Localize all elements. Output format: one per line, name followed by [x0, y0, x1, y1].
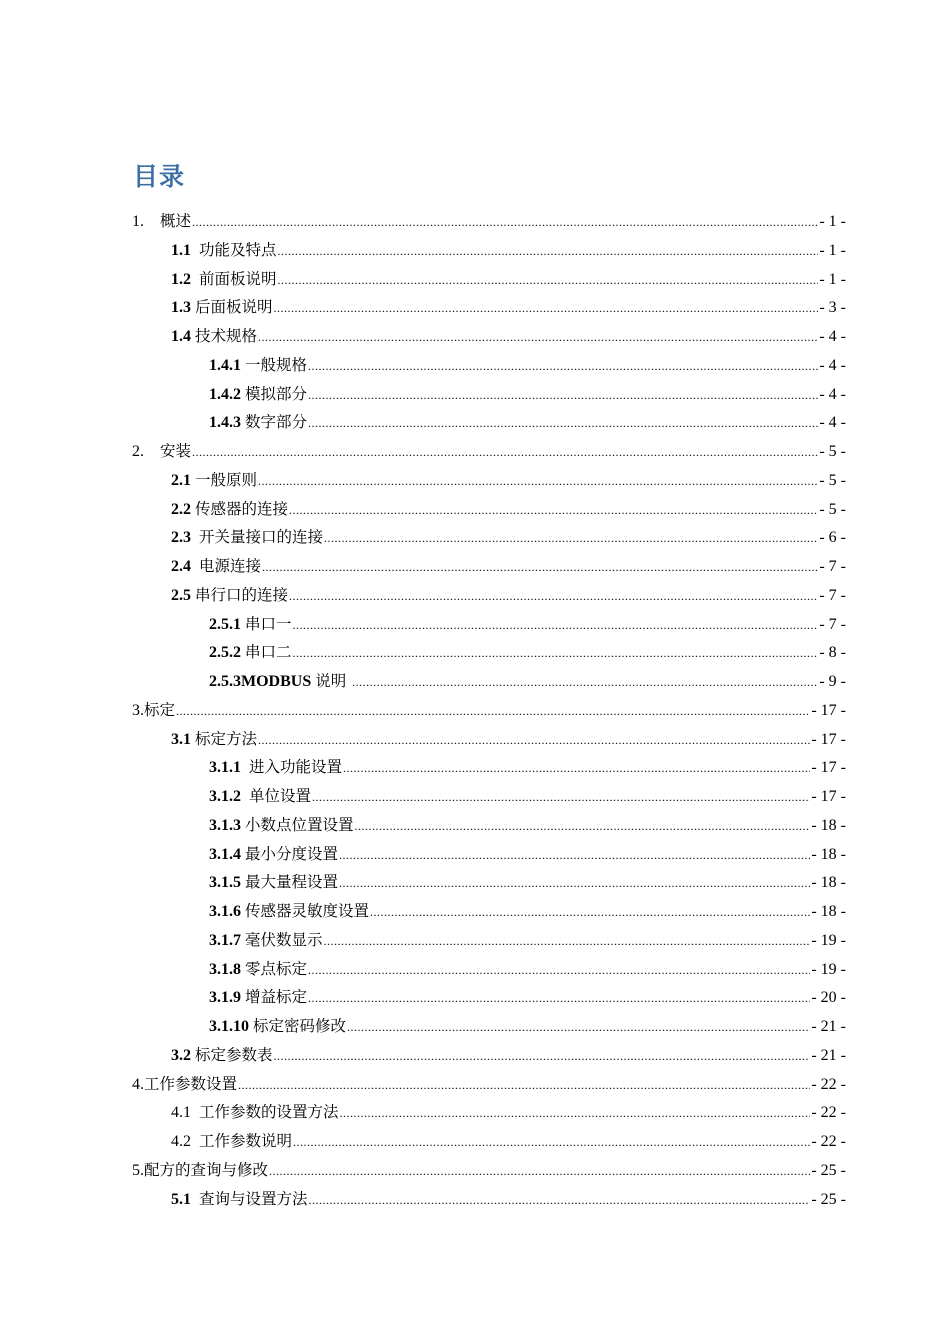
toc-entry-gap [144, 208, 160, 237]
toc-leader-dots [289, 582, 818, 611]
toc-entry[interactable] [132, 983, 846, 1012]
toc-entry-title: 后面板说明 [195, 298, 273, 317]
toc-entry[interactable] [132, 1098, 846, 1127]
toc-leader-dots [238, 1071, 810, 1100]
toc-entry-title: 查询与设置方法 [199, 1189, 308, 1208]
toc-entry-page: - 25 - [811, 1161, 846, 1179]
toc-leader-dots [176, 697, 810, 726]
toc-leader-dots [293, 611, 819, 640]
toc-entry-gap [191, 524, 199, 553]
toc-entry-page: - 5 - [819, 471, 846, 489]
toc-entry-number: 4.2 [171, 1133, 191, 1150]
toc-entry-title: 小数点位置设置 [245, 815, 354, 834]
toc-entry-title: 工作参数设置 [144, 1074, 238, 1093]
toc-entry-page: - 4 - [819, 356, 846, 374]
toc-entry-number: 3.1.1 [209, 759, 241, 777]
toc-entry-title: 标定参数表 [195, 1045, 273, 1064]
toc-entry-page: - 20 - [811, 989, 846, 1007]
toc-entry-title: 功能及特点 [199, 240, 277, 259]
toc-entry-title: 标定方法 [195, 729, 258, 748]
toc-leader-dots [343, 754, 810, 783]
toc-leader-dots [274, 1042, 811, 1071]
toc-entry-number: 3.1.4 [209, 845, 241, 863]
toc-entry-page: - 5 - [819, 443, 846, 460]
toc-entry[interactable] [132, 840, 846, 869]
toc-entry[interactable] [132, 1185, 846, 1214]
toc-entry-number: 3.2 [171, 1046, 191, 1064]
toc-entry-page: - 18 - [811, 816, 846, 834]
toc-leader-dots [192, 438, 818, 467]
toc-leader-dots [312, 783, 810, 812]
toc-entry-title: 进入功能设置 [249, 758, 343, 777]
toc-entry-page: - 1 - [819, 241, 846, 259]
toc-entry-page: - 7 - [819, 558, 846, 575]
toc-entry-number: 2.4 [171, 558, 191, 575]
toc-entry-title: 最小分度设置 [245, 844, 339, 863]
toc-entry-number: 3.1.10 [209, 1018, 249, 1035]
toc-entry-number: 3.1.6 [209, 903, 241, 920]
toc-entry-title: 一般原则 [195, 470, 258, 489]
toc-entry-number: 1.4.1 [209, 356, 241, 374]
toc-leader-dots [192, 208, 818, 237]
toc-entry-number: 2.5 [171, 586, 191, 604]
toc-leader-dots [293, 1128, 810, 1157]
toc-entry-number: 1.4.3 [209, 414, 241, 432]
toc-entry[interactable] [132, 897, 846, 926]
toc-entry-title: 数字部分 [245, 413, 308, 432]
toc-leader-dots [370, 898, 810, 927]
toc-entry-page: - 3 - [819, 299, 846, 317]
toc-entry[interactable] [132, 581, 846, 610]
toc-entry[interactable] [132, 667, 846, 696]
toc-entry-page: - 5 - [819, 500, 846, 518]
toc-entry[interactable] [132, 380, 846, 409]
toc-entry-title: 串口二 [245, 643, 292, 662]
toc-entry[interactable] [132, 1127, 846, 1156]
toc-entry-title: 标定密码修改 [253, 1017, 347, 1035]
toc-entry-gap [144, 438, 160, 467]
toc-entry-number: 2.1 [171, 471, 191, 489]
toc-leader-dots [293, 639, 819, 668]
toc-entry[interactable] [132, 322, 846, 351]
toc-entry-gap [191, 1128, 199, 1157]
toc-entry-title: 标定 [144, 700, 176, 719]
toc-entry-number: 3.1.9 [209, 989, 241, 1007]
toc-entry-title: 毫伏数显示 [245, 930, 323, 949]
toc-leader-dots [274, 294, 819, 323]
toc-leader-dots [278, 237, 819, 266]
toc-entry-gap [191, 553, 199, 582]
toc-leader-dots [324, 524, 818, 553]
toc-entry-page: - 18 - [811, 845, 846, 863]
toc-leader-dots [324, 927, 811, 956]
toc-leader-dots [258, 323, 818, 352]
toc-entry-number: 5. [132, 1161, 144, 1179]
toc-leader-dots [347, 1013, 810, 1042]
toc-entry-gap [191, 1099, 199, 1128]
toc-entry[interactable] [132, 696, 846, 725]
toc-entry-page: - 19 - [811, 960, 846, 978]
toc-entry-page: - 22 - [811, 1104, 846, 1122]
toc-entry-page: - 7 - [819, 615, 846, 633]
table-of-contents [132, 207, 846, 1213]
toc-entry-gap [191, 266, 199, 295]
toc-entry[interactable] [132, 610, 846, 639]
toc-leader-dots [308, 984, 810, 1013]
toc-entry[interactable] [132, 955, 846, 984]
toc-entry-gap [241, 783, 249, 812]
toc-entry-title: 技术规格 [195, 327, 258, 345]
toc-entry-page: - 21 - [811, 1046, 846, 1064]
toc-entry-title: 模拟部分 [245, 384, 308, 403]
toc-entry[interactable] [132, 207, 846, 236]
toc-entry[interactable] [132, 868, 846, 897]
toc-leader-dots [269, 1157, 810, 1186]
toc-entry-page: - 25 - [811, 1190, 846, 1208]
toc-entry-number: 5.1 [171, 1190, 191, 1208]
toc-entry-number: 2.5.3MODBUS [209, 673, 312, 690]
toc-entry-number: 4.1 [171, 1104, 191, 1122]
toc-leader-dots [308, 352, 818, 381]
toc-entry-number: 2.5.1 [209, 615, 241, 633]
toc-entry-number: 3. [132, 701, 144, 719]
toc-entry-page: - 1 - [819, 270, 846, 288]
toc-entry-number: 3.1.2 [209, 788, 241, 805]
toc-entry-title: 电源连接 [199, 557, 262, 575]
toc-entry[interactable] [132, 523, 846, 552]
toc-leader-dots [308, 381, 818, 410]
toc-entry-page: - 19 - [811, 931, 846, 949]
toc-entry-number: 4. [132, 1075, 144, 1093]
toc-leader-dots [339, 841, 810, 870]
toc-entry[interactable] [132, 466, 846, 495]
toc-entry-number: 2. [132, 443, 144, 460]
toc-leader-dots [355, 812, 811, 841]
toc-leader-dots [289, 496, 818, 525]
toc-entry[interactable] [132, 1012, 846, 1041]
toc-entry-gap [241, 754, 249, 783]
toc-entry-page: - 17 - [811, 759, 846, 777]
toc-leader-dots [309, 1186, 811, 1215]
toc-entry-page: - 4 - [819, 414, 846, 432]
toc-entry-page: - 6 - [819, 529, 846, 547]
toc-entry[interactable] [132, 926, 846, 955]
toc-entry-number: 2.5.2 [209, 644, 241, 662]
toc-entry-number: 3.1.7 [209, 931, 241, 949]
toc-entry-gap [191, 1186, 199, 1215]
toc-entry-page: - 1 - [819, 213, 846, 230]
toc-entry-title: 零点标定 [245, 959, 308, 978]
toc-entry-title: 概述 [160, 212, 192, 230]
toc-entry[interactable] [132, 782, 846, 811]
toc-entry-page: - 17 - [811, 701, 846, 719]
toc-leader-dots [340, 1099, 811, 1128]
toc-leader-dots [308, 409, 818, 438]
toc-leader-dots [258, 726, 810, 755]
toc-entry-number: 2.2 [171, 500, 191, 518]
toc-entry-page: - 17 - [811, 788, 846, 805]
toc-entry-number: 3.1.8 [209, 960, 241, 978]
toc-entry-page: - 18 - [811, 903, 846, 920]
toc-entry[interactable] [132, 725, 846, 754]
toc-entry[interactable] [132, 437, 846, 466]
toc-entry-page: - 21 - [811, 1018, 846, 1035]
toc-leader-dots [262, 553, 818, 582]
toc-entry-title: 串行口的连接 [195, 585, 289, 604]
toc-entry-number: 1.4 [171, 328, 191, 345]
toc-entry-gap [191, 237, 199, 266]
toc-entry-number: 3.1 [171, 730, 191, 748]
toc-entry-title: 增益标定 [245, 988, 308, 1007]
toc-entry[interactable] [132, 552, 846, 581]
toc-entry[interactable] [132, 265, 846, 294]
toc-entry-title: 说明 [315, 672, 352, 690]
toc-entry[interactable] [132, 495, 846, 524]
toc-entry-title: 前面板说明 [199, 269, 277, 288]
toc-entry[interactable] [132, 811, 846, 840]
toc-entry-page: - 8 - [819, 644, 846, 662]
toc-entry[interactable] [132, 638, 846, 667]
toc-entry[interactable] [132, 293, 846, 322]
toc-entry-number: 1.4.2 [209, 385, 241, 403]
toc-leader-dots [278, 266, 819, 295]
toc-entry[interactable] [132, 351, 846, 380]
toc-entry-title: 工作参数的设置方法 [199, 1103, 339, 1122]
toc-title: 目录 [133, 162, 186, 191]
toc-entry-page: - 22 - [811, 1075, 846, 1093]
toc-entry[interactable] [132, 1156, 846, 1185]
toc-entry-page: - 22 - [811, 1133, 846, 1150]
toc-entry-number: 3.1.5 [209, 874, 241, 892]
toc-entry-title: 一般规格 [245, 355, 308, 374]
toc-entry-title: 传感器的连接 [195, 499, 289, 518]
toc-entry-title: 单位设置 [249, 787, 312, 805]
toc-entry[interactable] [132, 1041, 846, 1070]
toc-entry-title: 安装 [160, 442, 192, 460]
toc-entry-number: 1.1 [171, 241, 191, 259]
toc-leader-dots [339, 869, 810, 898]
toc-entry-page: - 4 - [819, 385, 846, 403]
toc-entry-page: - 9 - [819, 673, 846, 690]
toc-entry-number: 2.3 [171, 529, 191, 547]
toc-leader-dots [258, 467, 818, 496]
toc-entry[interactable] [132, 1070, 846, 1099]
toc-entry-number: 1.2 [171, 270, 191, 288]
toc-entry-page: - 18 - [811, 874, 846, 892]
toc-entry-number: 1. [132, 213, 144, 230]
toc-entry-title: 最大量程设置 [245, 873, 339, 892]
toc-leader-dots [308, 956, 810, 985]
toc-entry-page: - 7 - [819, 586, 846, 604]
toc-entry-number: 3.1.3 [209, 816, 241, 834]
toc-entry-page: - 4 - [819, 328, 846, 345]
toc-entry-number: 1.3 [171, 299, 191, 317]
toc-entry-title: 串口一 [245, 614, 292, 633]
toc-entry-page: - 17 - [811, 730, 846, 748]
toc-entry-title: 工作参数说明 [199, 1132, 293, 1150]
toc-leader-dots [352, 668, 818, 697]
toc-entry[interactable] [132, 753, 846, 782]
toc-entry[interactable] [132, 408, 846, 437]
toc-entry-title: 传感器灵敏度设置 [245, 902, 370, 920]
toc-entry-title: 开关量接口的连接 [199, 528, 324, 547]
toc-entry-title: 配方的查询与修改 [144, 1160, 269, 1179]
toc-entry[interactable] [132, 236, 846, 265]
